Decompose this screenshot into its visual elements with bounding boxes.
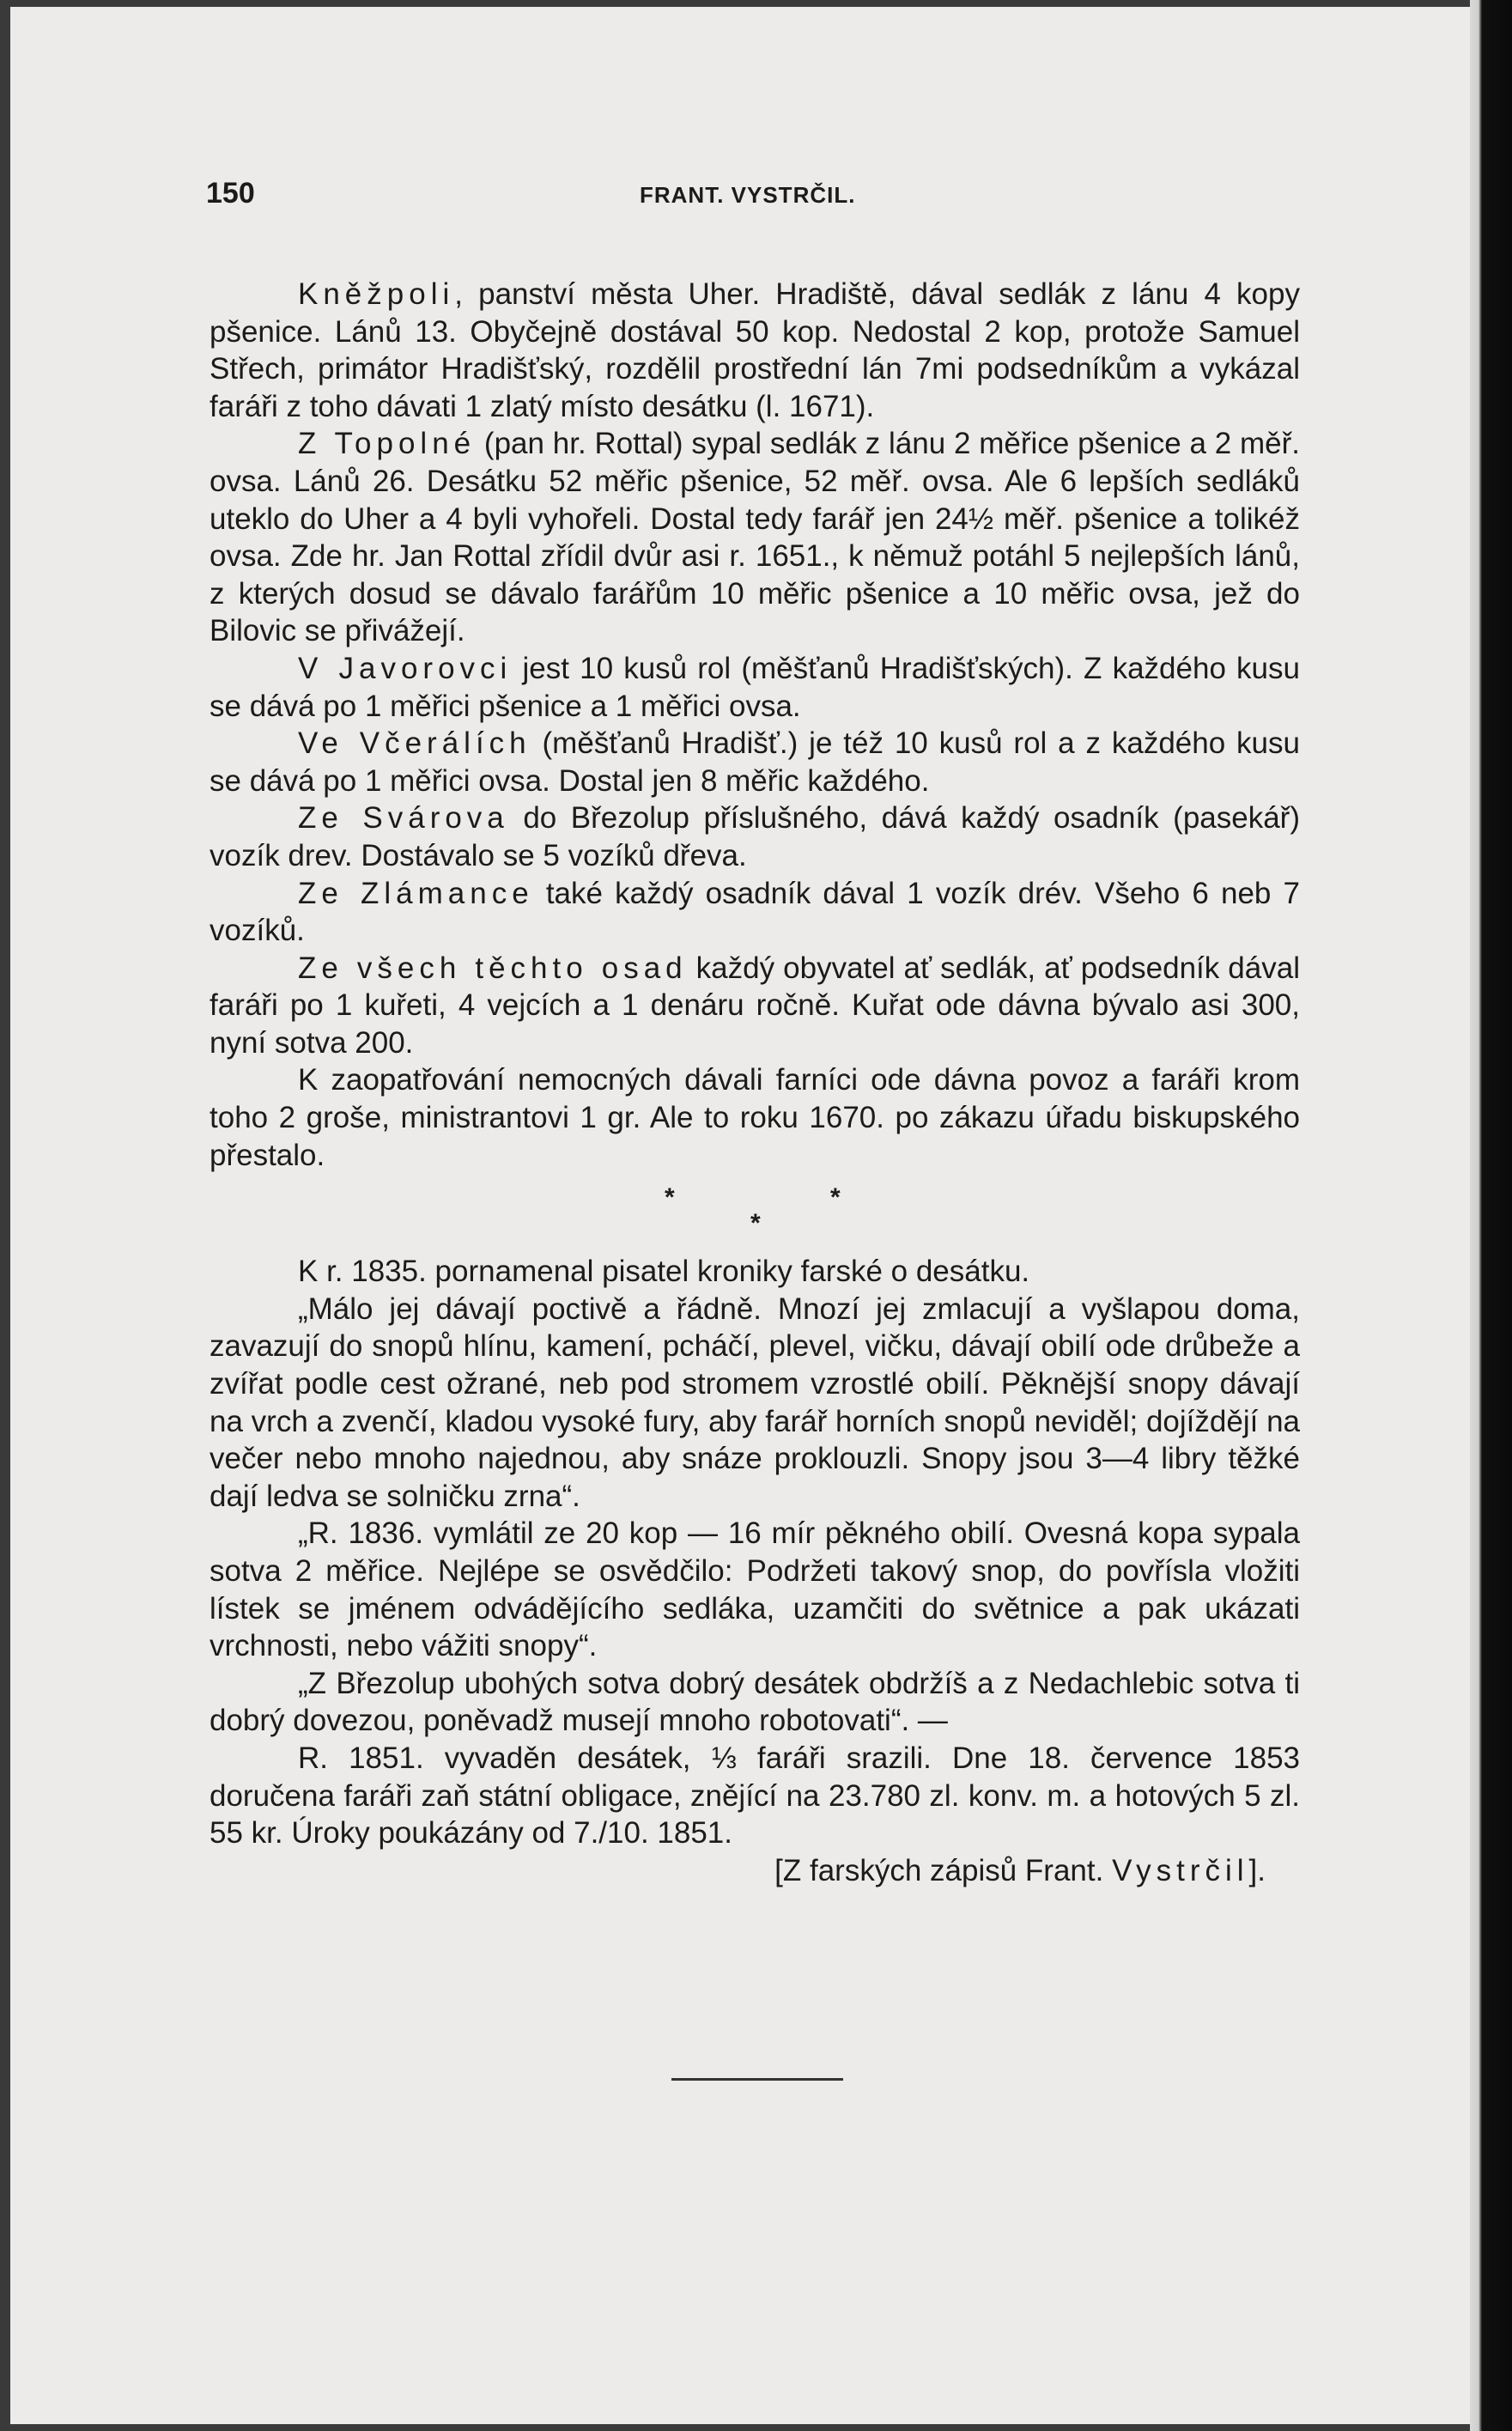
place-name: Ze Svárova (298, 801, 509, 836)
paragraph-1851: R. 1851. vyvaděn desátek, ⅓ faráři srazili. Dne 18. července 1853 doručena faráři zaň státní obligace, znějící na 23.780 zl. konv. m. a hotových 5 zl. 55 kr. Úroky poukázány od 7./10. 1851. (209, 1741, 1300, 1851)
place-name: Ze všech těchto osad (298, 951, 688, 985)
place-name: Ze Zlámance (298, 876, 534, 910)
source-suffix: ]. (1248, 1853, 1266, 1887)
paragraph-all-settlements (209, 950, 1300, 1062)
source-prefix: [Z farských zápisů Frant. (774, 1853, 1113, 1887)
page-header (206, 177, 1305, 220)
paragraph-svarov (209, 799, 1300, 874)
paragraph-1836: „R. 1836. vymlátil ze 20 kop — 16 mír pěkného obilí. Ovesná kopa sypala sotva 2 měřice. Nejlépe se osvědčilo: Podržeti takový snop, do povřísla vložiti lístek se jménem odvádějícího sedláka, uzamčiti do světnice a pak ukázati vrchnosti, nebo vážiti snopy“. (209, 1516, 1300, 1663)
section-break-stars (209, 1174, 1300, 1253)
asterisk: * (750, 1209, 761, 1238)
place-name: Ve Včerálích (298, 726, 531, 761)
asterisk: * (830, 1183, 841, 1212)
paragraph-1835: K r. 1835. pornamenal pisatel kroniky farské o desátku. (298, 1255, 1030, 1289)
paragraph-knezpoli (209, 276, 1300, 425)
body-text (209, 276, 1300, 1889)
asterisk: * (665, 1183, 675, 1212)
paragraph-text: také každý osadník dával 1 vozík drév. Všeho 6 neb 7 vozíků. (209, 876, 1300, 948)
place-name: V Javorovci (298, 651, 513, 685)
paragraph-text: (měšťanů Hradišť.) je též 10 kusů rol a z každého kusu se dává po 1 měřici ovsa. Dostal jen 8 měřic každého. (209, 726, 1300, 798)
paragraph-brezolupy: „Z Březolup ubohých sotva dobrý desátek obdržíš a z Nedachlebic sotva ti dobrý dovezou, poněvadž musejí mnoho robotovati“. — (209, 1666, 1300, 1738)
paragraph-javorovec (209, 650, 1300, 725)
paragraph-topolna (209, 425, 1300, 650)
paragraph-text: jest 10 kusů rol (měšťanů Hradišťských). Z každého kusu se dává po 1 měřici pšenice a 1 měřici ovsa. (209, 651, 1300, 723)
place-name: Z Topolné (298, 427, 477, 461)
page-number: 150 (206, 177, 255, 210)
place-name: Kněžpoli (298, 277, 455, 311)
source-note (209, 1852, 1300, 1890)
closing-rule (671, 2078, 843, 2081)
paragraph-sick-care: K zaopatřování nemocných dávali farníci ode dávna povoz a faráři krom toho 2 groše, ministrantovi 1 gr. Ale to roku 1670. po zákazu úřadu biskupského přestalo. (209, 1063, 1300, 1172)
scan-edge (1470, 0, 1512, 2431)
paragraph-text: , panství města Uher. Hradiště, dával sedlák z lánu 4 kopy pšenice. Lánů 13. Obyčejně dostával 50 kop. Nedostal 2 kop, protože Samuel Střech, primátor Hradišťský, rozdělil prostřední lán 7mi podsedníkům a vykázal faráři z toho dávati 1 zlatý místo desátku (l. 1671). (209, 277, 1300, 423)
paragraph-text: (pan hr. Rottal) sypal sedlák z lánu 2 měřice pšenice a 2 měř. ovsa. Lánů 26. Desátku 52 měřic pšenice, 52 měř. ovsa. Ale 6 lepších sedláků uteklo do Uher a 4 byli vyhořeli. Dostal tedy farář jen 24½ měř. pšenice a tolikéž ovsa. Zde hr. Jan Rottal zřídil dvůr asi r. 1651., k němuž potáhl 5 nejlepších lánů, z kterých dosud se dávalo farářům 10 měřic pšenice a 10 měřic ovsa, jež do Bilovic se přivážejí. (209, 427, 1300, 648)
book-page (10, 7, 1470, 2424)
paragraph-quote-tithe: „Málo jej dávají poctivě a řádně. Mnozí jej zmlacují a vyšlapou doma, zavazují do snopů hlínu, kamení, pcháčí, plevel, vičku, dávají obilí ode drůbeže a zvířat podle cest ožrané, neb pod stromem vzrostlé obilí. Pěknější snopy dávají na vrch a zvenčí, kladou vysoké fury, aby farář horních snopů neviděl; dojíždějí na večer nebo mnoho najednou, aby snáze proklouzli. Snopy jsou 3—4 libry těžké dají ledva se solničku zrna“. (209, 1291, 1300, 1513)
paragraph-text: do Březolup příslušného, dává každý osadník (pasekář) vozík drev. Dostávalo se 5 vozíků dřeva. (209, 801, 1300, 872)
source-author: Vystrčil (1112, 1853, 1249, 1887)
paragraph-zlamanec (209, 875, 1300, 950)
running-title: FRANT. VYSTRČIL. (640, 182, 856, 208)
paragraph-text: každý obyvatel ať sedlák, ať podsedník dával faráři po 1 kuřeti, 4 vejcích a 1 denáru ročně. Kuřat ode dávna bývalo asi 300, nyní sotva 200. (209, 951, 1300, 1060)
paragraph-vcerale (209, 725, 1300, 799)
